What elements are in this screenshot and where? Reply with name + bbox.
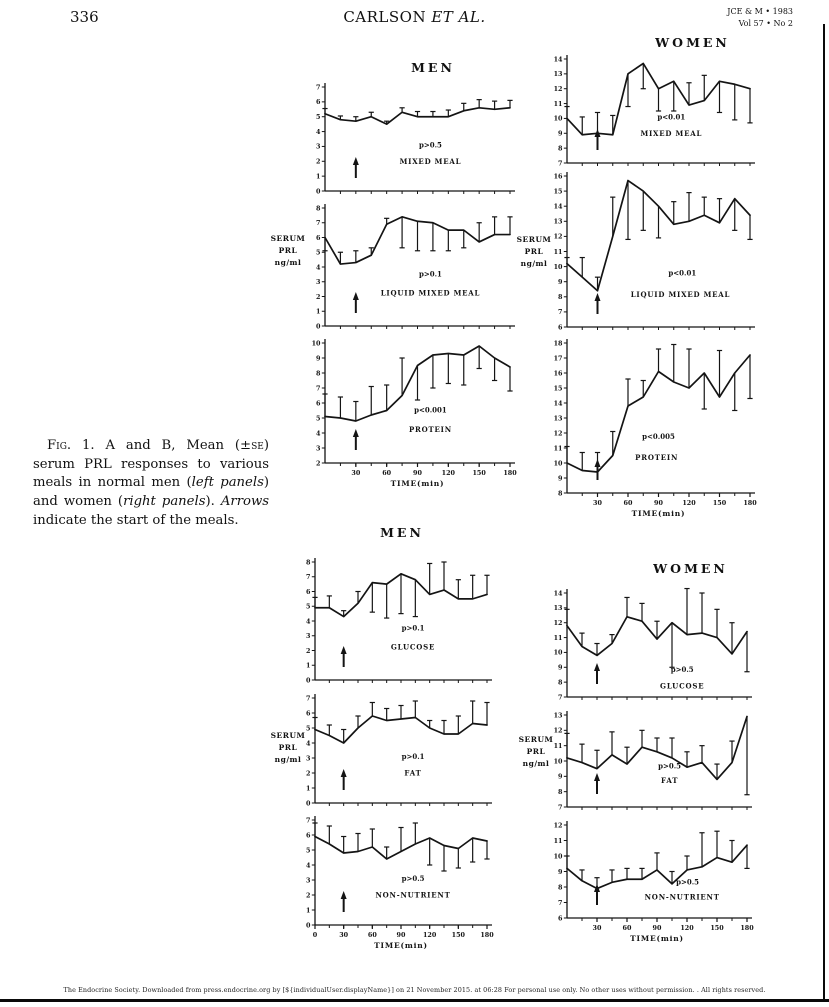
p-value-label: p>0.5 bbox=[401, 873, 425, 883]
svg-text:30: 30 bbox=[351, 469, 361, 477]
svg-text:16: 16 bbox=[553, 172, 563, 181]
axis-label-line: PRL bbox=[524, 247, 544, 256]
meal-start-arrow bbox=[595, 129, 601, 150]
download-notice: The Endocrine Society. Downloaded from press.endocrine.org by [${individualUser.displayName}] on 21 November 2015. at 06:28 For personal use only. No other uses without permission. . All rights reserved. bbox=[63, 986, 766, 994]
p-value-label: p<0.001 bbox=[414, 405, 447, 415]
svg-text:10: 10 bbox=[553, 262, 563, 271]
p-value-label: p<0.005 bbox=[642, 432, 675, 441]
meal-label: FAT bbox=[660, 776, 679, 786]
group-title-men-bottom: MEN bbox=[380, 525, 424, 540]
svg-text:4: 4 bbox=[316, 429, 321, 438]
svg-text:2: 2 bbox=[306, 891, 311, 900]
svg-text:150: 150 bbox=[712, 499, 727, 507]
svg-text:15: 15 bbox=[553, 384, 563, 393]
svg-text:8: 8 bbox=[558, 678, 563, 687]
meal-start-arrow bbox=[594, 663, 600, 684]
meal-label: NON-NUTRIENT bbox=[375, 890, 451, 900]
svg-text:9: 9 bbox=[558, 867, 563, 876]
svg-text:7: 7 bbox=[558, 803, 563, 812]
svg-text:12: 12 bbox=[553, 821, 563, 830]
svg-text:3: 3 bbox=[306, 754, 311, 763]
svg-text:7: 7 bbox=[306, 816, 311, 825]
svg-text:10: 10 bbox=[553, 852, 563, 861]
bottom-rule bbox=[0, 999, 829, 1002]
p-value-label: p>0.1 bbox=[401, 751, 425, 761]
svg-text:60: 60 bbox=[622, 924, 632, 932]
chart-women-protein bbox=[544, 334, 760, 527]
svg-text:11: 11 bbox=[553, 247, 563, 256]
svg-text:7: 7 bbox=[316, 219, 321, 228]
svg-text:2: 2 bbox=[316, 157, 321, 166]
p-value-label: p>0.1 bbox=[401, 623, 425, 633]
p-value-label: p>0.5 bbox=[676, 877, 700, 887]
svg-text:10: 10 bbox=[553, 459, 563, 468]
x-axis-title: TIME(min) bbox=[390, 479, 445, 488]
svg-text:120: 120 bbox=[441, 469, 456, 477]
svg-text:6: 6 bbox=[306, 587, 311, 596]
meal-label: MIXED MEAL bbox=[640, 128, 703, 138]
p-value-label: p<0.01 bbox=[657, 112, 686, 122]
meal-start-arrow bbox=[594, 773, 600, 794]
svg-text:7: 7 bbox=[558, 308, 563, 317]
meal-start-arrow bbox=[353, 429, 359, 450]
chart-men-liquid-mixed-meal bbox=[302, 199, 520, 336]
svg-text:150: 150 bbox=[710, 924, 724, 932]
svg-text:0: 0 bbox=[312, 931, 318, 939]
svg-text:11: 11 bbox=[553, 99, 563, 108]
svg-text:12: 12 bbox=[553, 619, 563, 628]
svg-text:30: 30 bbox=[592, 924, 602, 932]
svg-text:11: 11 bbox=[553, 741, 563, 750]
chart-women-mixed-meal bbox=[544, 50, 760, 173]
svg-text:9: 9 bbox=[558, 278, 563, 286]
svg-text:3: 3 bbox=[316, 278, 321, 287]
svg-text:17: 17 bbox=[553, 354, 563, 363]
meal-label: LIQUID MIXED MEAL bbox=[630, 289, 731, 299]
x-axis-title: TIME(min) bbox=[630, 934, 684, 943]
svg-text:60: 60 bbox=[382, 469, 392, 477]
svg-text:60: 60 bbox=[623, 499, 633, 507]
svg-text:7: 7 bbox=[558, 898, 563, 907]
svg-text:6: 6 bbox=[316, 233, 321, 242]
group-title-women-bottom: WOMEN bbox=[653, 561, 728, 576]
svg-text:90: 90 bbox=[652, 924, 662, 932]
svg-text:11: 11 bbox=[553, 633, 563, 642]
svg-text:7: 7 bbox=[306, 694, 311, 703]
svg-text:5: 5 bbox=[316, 414, 321, 423]
svg-text:10: 10 bbox=[311, 339, 321, 348]
meal-label: LIQUID MIXED MEAL bbox=[380, 288, 481, 298]
svg-text:120: 120 bbox=[422, 931, 437, 939]
axis-label-line: PRL bbox=[278, 743, 298, 752]
svg-text:9: 9 bbox=[558, 129, 563, 138]
svg-text:1: 1 bbox=[316, 307, 321, 316]
svg-text:10: 10 bbox=[553, 114, 563, 123]
svg-text:1: 1 bbox=[306, 906, 311, 915]
svg-text:180: 180 bbox=[743, 499, 757, 507]
svg-text:120: 120 bbox=[682, 499, 696, 507]
p-value-label: p>0.1 bbox=[418, 269, 442, 279]
svg-text:8: 8 bbox=[558, 144, 563, 153]
axis-label-line: ng/ml bbox=[274, 755, 302, 764]
running-title-etal: ET AL. bbox=[431, 8, 486, 26]
group-title-women-top: WOMEN bbox=[655, 35, 730, 50]
svg-text:9: 9 bbox=[558, 663, 563, 672]
svg-text:14: 14 bbox=[553, 55, 563, 64]
meal-start-arrow bbox=[353, 157, 359, 178]
axis-label-line: ng/ml bbox=[274, 258, 302, 267]
svg-text:150: 150 bbox=[451, 931, 466, 939]
svg-text:6: 6 bbox=[558, 323, 563, 332]
svg-text:6: 6 bbox=[316, 399, 321, 408]
svg-text:0: 0 bbox=[316, 322, 321, 331]
caption-segment: ) serum PRL responses to various meals in normal men ( bbox=[33, 438, 269, 491]
svg-text:14: 14 bbox=[553, 589, 563, 598]
svg-text:3: 3 bbox=[306, 632, 311, 641]
svg-text:0: 0 bbox=[306, 921, 311, 930]
page-number: 336 bbox=[70, 8, 99, 26]
svg-text:4: 4 bbox=[316, 263, 321, 272]
meal-label: PROTEIN bbox=[408, 424, 452, 434]
svg-text:30: 30 bbox=[339, 931, 349, 939]
chart-women-fat bbox=[544, 706, 757, 817]
axis-label-line: SERUM bbox=[270, 731, 306, 740]
svg-text:4: 4 bbox=[306, 739, 311, 748]
chart-women-liquid-mixed-meal bbox=[544, 167, 760, 337]
svg-text:1: 1 bbox=[306, 661, 311, 670]
p-value-label: p>0.5 bbox=[418, 140, 442, 150]
svg-text:4: 4 bbox=[306, 861, 311, 870]
caption-segment: ) and women ( bbox=[33, 475, 270, 510]
svg-text:6: 6 bbox=[558, 914, 563, 923]
meal-label: GLUCOSE bbox=[390, 642, 436, 652]
svg-text:60: 60 bbox=[367, 931, 377, 939]
svg-text:120: 120 bbox=[680, 924, 694, 932]
svg-text:180: 180 bbox=[740, 924, 754, 932]
svg-text:18: 18 bbox=[553, 339, 563, 348]
caption-segment: A and B, Mean (± bbox=[94, 438, 252, 453]
svg-text:7: 7 bbox=[316, 83, 321, 92]
svg-text:2: 2 bbox=[316, 459, 321, 468]
group-title-men-top: MEN bbox=[411, 60, 455, 75]
chart-men-non-nutrient bbox=[292, 811, 497, 959]
meal-start-arrow bbox=[341, 646, 347, 667]
running-title-author: CARLSON bbox=[343, 8, 432, 26]
page-edge-rule bbox=[823, 24, 825, 1002]
meal-start-arrow bbox=[595, 293, 601, 314]
chart-men-glucose bbox=[292, 553, 497, 690]
svg-text:13: 13 bbox=[553, 604, 563, 613]
svg-text:5: 5 bbox=[316, 248, 321, 257]
running-title bbox=[0, 8, 829, 26]
caption-segment: ). bbox=[205, 494, 221, 510]
chart-women-non-nutrient bbox=[544, 816, 757, 952]
svg-text:12: 12 bbox=[553, 232, 563, 241]
svg-text:90: 90 bbox=[396, 931, 406, 939]
svg-text:3: 3 bbox=[316, 444, 321, 453]
svg-text:1: 1 bbox=[306, 784, 311, 793]
svg-text:8: 8 bbox=[306, 558, 311, 567]
svg-text:16: 16 bbox=[553, 369, 563, 378]
meal-label: PROTEIN bbox=[635, 453, 679, 462]
meal-label: NON-NUTRIENT bbox=[644, 892, 720, 902]
svg-text:13: 13 bbox=[553, 70, 563, 79]
svg-text:0: 0 bbox=[306, 676, 311, 685]
axis-label-line: ng/ml bbox=[520, 259, 548, 268]
svg-text:180: 180 bbox=[503, 469, 517, 477]
svg-text:8: 8 bbox=[558, 883, 563, 892]
svg-text:30: 30 bbox=[593, 499, 602, 507]
journal-line2: Vol 57 • No 2 bbox=[738, 19, 793, 29]
axis-label-line: ng/ml bbox=[522, 759, 550, 768]
chart-women-glucose bbox=[544, 584, 757, 707]
axis-label-line: SERUM bbox=[516, 235, 552, 244]
svg-text:5: 5 bbox=[306, 724, 311, 733]
svg-text:13: 13 bbox=[553, 711, 563, 720]
meal-start-arrow bbox=[341, 769, 347, 790]
svg-text:6: 6 bbox=[306, 831, 311, 840]
svg-text:8: 8 bbox=[558, 489, 563, 498]
svg-text:12: 12 bbox=[553, 726, 563, 735]
svg-text:8: 8 bbox=[558, 293, 563, 302]
svg-text:5: 5 bbox=[306, 846, 311, 855]
svg-text:7: 7 bbox=[306, 573, 311, 582]
svg-text:5: 5 bbox=[316, 113, 321, 122]
x-axis-title: TIME(min) bbox=[374, 941, 428, 950]
svg-text:0: 0 bbox=[306, 799, 311, 808]
axis-label-line: PRL bbox=[278, 246, 298, 255]
svg-text:14: 14 bbox=[553, 202, 563, 211]
axis-label-line: SERUM bbox=[518, 735, 554, 744]
svg-text:10: 10 bbox=[553, 757, 563, 766]
journal-line1: JCE & M • 1983 bbox=[727, 7, 793, 16]
journal-info bbox=[727, 6, 793, 31]
caption-segment: left panels bbox=[191, 475, 264, 491]
svg-text:14: 14 bbox=[553, 399, 563, 408]
svg-text:5: 5 bbox=[306, 602, 311, 611]
p-value-label: p>0.5 bbox=[670, 665, 694, 675]
figure-caption bbox=[33, 437, 269, 531]
svg-text:3: 3 bbox=[316, 142, 321, 151]
svg-text:6: 6 bbox=[306, 709, 311, 718]
svg-text:6: 6 bbox=[316, 98, 321, 107]
svg-text:0: 0 bbox=[316, 187, 321, 196]
svg-text:12: 12 bbox=[553, 429, 563, 438]
chart-men-protein bbox=[302, 334, 520, 497]
p-value-label: p<0.01 bbox=[668, 268, 697, 278]
svg-text:1: 1 bbox=[316, 172, 321, 181]
svg-text:3: 3 bbox=[306, 876, 311, 885]
svg-text:4: 4 bbox=[306, 617, 311, 626]
meal-label: FAT bbox=[404, 768, 422, 778]
caption-segment: Fig. 1. bbox=[47, 438, 95, 453]
axis-label-line: SERUM bbox=[270, 234, 306, 243]
svg-text:4: 4 bbox=[316, 127, 321, 136]
svg-text:13: 13 bbox=[553, 217, 563, 226]
svg-text:2: 2 bbox=[306, 769, 311, 778]
svg-text:12: 12 bbox=[553, 85, 563, 94]
svg-text:9: 9 bbox=[558, 772, 563, 781]
axis-label-line: PRL bbox=[526, 747, 546, 756]
caption-segment: right panels bbox=[123, 494, 206, 510]
svg-text:90: 90 bbox=[654, 499, 663, 507]
meal-label: MIXED MEAL bbox=[399, 156, 462, 166]
svg-text:9: 9 bbox=[558, 474, 563, 483]
caption-segment: indicate the start of the meals. bbox=[33, 512, 239, 528]
svg-text:8: 8 bbox=[558, 787, 563, 796]
caption-segment: se bbox=[251, 438, 264, 453]
caption-segment: Arrows bbox=[220, 494, 270, 510]
svg-text:2: 2 bbox=[316, 292, 321, 301]
svg-text:7: 7 bbox=[558, 159, 563, 168]
chart-men-fat bbox=[292, 689, 497, 813]
meal-label: GLUCOSE bbox=[660, 681, 705, 691]
p-value-label: p>0.5 bbox=[658, 761, 682, 771]
svg-text:13: 13 bbox=[553, 414, 563, 423]
svg-text:15: 15 bbox=[553, 187, 563, 196]
x-axis-title: TIME(min) bbox=[631, 509, 686, 518]
meal-start-arrow bbox=[353, 292, 359, 313]
svg-text:8: 8 bbox=[316, 369, 321, 378]
chart-men-mixed-meal bbox=[302, 78, 520, 201]
svg-text:90: 90 bbox=[413, 469, 422, 477]
svg-text:8: 8 bbox=[316, 204, 321, 213]
svg-text:9: 9 bbox=[316, 354, 321, 363]
svg-text:10: 10 bbox=[553, 648, 563, 657]
svg-text:2: 2 bbox=[306, 646, 311, 655]
svg-text:11: 11 bbox=[553, 836, 563, 845]
meal-start-arrow bbox=[341, 891, 347, 912]
svg-text:7: 7 bbox=[316, 384, 321, 393]
svg-text:150: 150 bbox=[472, 469, 486, 477]
svg-text:180: 180 bbox=[480, 931, 494, 939]
svg-text:7: 7 bbox=[558, 693, 563, 702]
svg-text:11: 11 bbox=[553, 444, 563, 453]
